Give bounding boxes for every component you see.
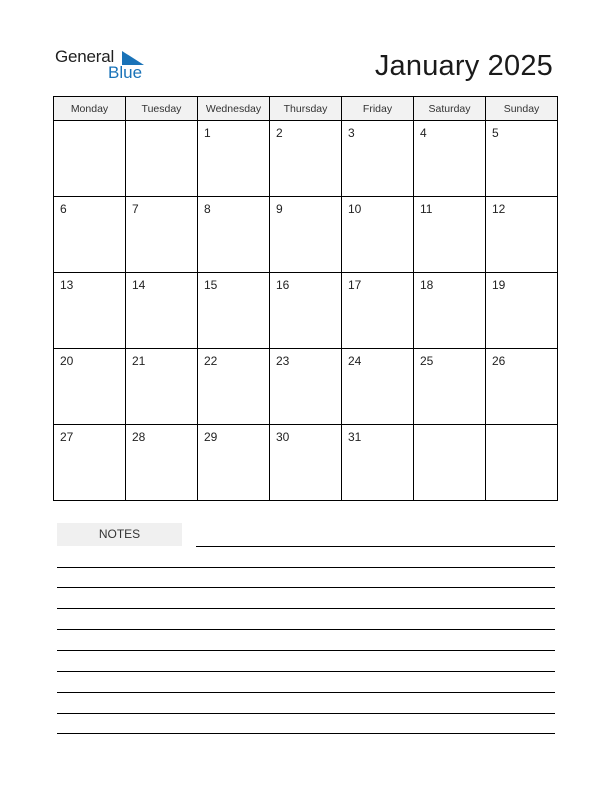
day-number: [414, 425, 485, 430]
day-cell: [126, 349, 198, 425]
day-cell: [342, 349, 414, 425]
day-cell: [414, 425, 486, 501]
week-row: [54, 121, 558, 197]
notes-label: NOTES: [57, 523, 182, 546]
day-cell: [342, 197, 414, 273]
day-cell: [270, 349, 342, 425]
day-number: 1: [204, 126, 211, 140]
day-number: 14: [132, 278, 146, 292]
weekday-header: Tuesday: [126, 97, 198, 121]
day-cell: [270, 273, 342, 349]
notes-line: [57, 733, 555, 734]
day-number: 3: [348, 126, 355, 140]
logo-text-general: General: [55, 47, 115, 66]
day-cell: [414, 273, 486, 349]
day-number: 17: [348, 278, 362, 292]
day-cell: [414, 197, 486, 273]
notes-line: [57, 608, 555, 609]
day-number: 26: [492, 354, 506, 368]
weekday-header: Thursday: [270, 97, 342, 121]
day-cell: [270, 425, 342, 501]
day-cell: [270, 121, 342, 197]
logo-text-blue: Blue: [108, 63, 143, 82]
week-row: [54, 425, 558, 501]
day-number: 25: [420, 354, 434, 368]
day-cell: [198, 273, 270, 349]
day-cell: [270, 197, 342, 273]
day-number: 19: [492, 278, 506, 292]
day-cell: [198, 349, 270, 425]
day-cell: [486, 425, 558, 501]
day-number: [486, 425, 557, 430]
notes-line: [57, 671, 555, 672]
weekday-header: Sunday: [486, 97, 558, 121]
day-number: 22: [204, 354, 218, 368]
day-number: 21: [132, 354, 146, 368]
day-number: 12: [492, 202, 506, 216]
day-number: 10: [348, 202, 362, 216]
day-cell: [486, 273, 558, 349]
day-number: 23: [276, 354, 290, 368]
week-row: [54, 273, 558, 349]
weekday-header: Saturday: [414, 97, 486, 121]
day-number: 24: [348, 354, 362, 368]
day-cell: [126, 121, 198, 197]
day-cell: [342, 273, 414, 349]
week-row: [54, 349, 558, 425]
brand-logo: [55, 47, 155, 83]
day-number: 2: [276, 126, 283, 140]
day-number: 31: [348, 430, 362, 444]
day-cell: [54, 121, 126, 197]
day-number: [54, 121, 125, 126]
notes-line: [57, 692, 555, 693]
day-number: [126, 121, 197, 126]
day-number: 28: [132, 430, 146, 444]
day-cell: [198, 425, 270, 501]
day-cell: [126, 197, 198, 273]
day-cell: [54, 425, 126, 501]
day-number: 9: [276, 202, 283, 216]
notes-line: [57, 713, 555, 714]
notes-line: [57, 567, 555, 568]
notes-line: [196, 546, 555, 547]
day-cell: [54, 197, 126, 273]
day-number: 16: [276, 278, 290, 292]
notes-line: [57, 587, 555, 588]
day-cell: [486, 349, 558, 425]
day-number: 5: [492, 126, 499, 140]
weekday-header: Monday: [54, 97, 126, 121]
day-cell: [54, 273, 126, 349]
day-cell: [126, 273, 198, 349]
calendar-grid: [53, 96, 558, 501]
day-number: 15: [204, 278, 218, 292]
notes-line: [57, 629, 555, 630]
day-cell: [342, 425, 414, 501]
day-number: 7: [132, 202, 139, 216]
day-number: 11: [420, 202, 433, 216]
day-cell: [486, 121, 558, 197]
day-number: 20: [60, 354, 74, 368]
day-cell: [54, 349, 126, 425]
day-cell: [198, 121, 270, 197]
calendar-title: January 2025: [374, 50, 553, 82]
day-cell: [486, 197, 558, 273]
weekday-header: Wednesday: [198, 97, 270, 121]
week-row: [54, 197, 558, 273]
weekday-header: Friday: [342, 97, 414, 121]
day-cell: [342, 121, 414, 197]
day-number: 8: [204, 202, 211, 216]
day-number: 27: [60, 430, 74, 444]
day-number: 18: [420, 278, 434, 292]
day-cell: [414, 121, 486, 197]
day-number: 30: [276, 430, 290, 444]
weekday-header-row: [54, 97, 558, 121]
day-number: 6: [60, 202, 67, 216]
day-number: 13: [60, 278, 74, 292]
day-number: 29: [204, 430, 218, 444]
notes-line: [57, 650, 555, 651]
day-cell: [414, 349, 486, 425]
day-cell: [126, 425, 198, 501]
day-number: 4: [420, 126, 427, 140]
day-cell: [198, 197, 270, 273]
